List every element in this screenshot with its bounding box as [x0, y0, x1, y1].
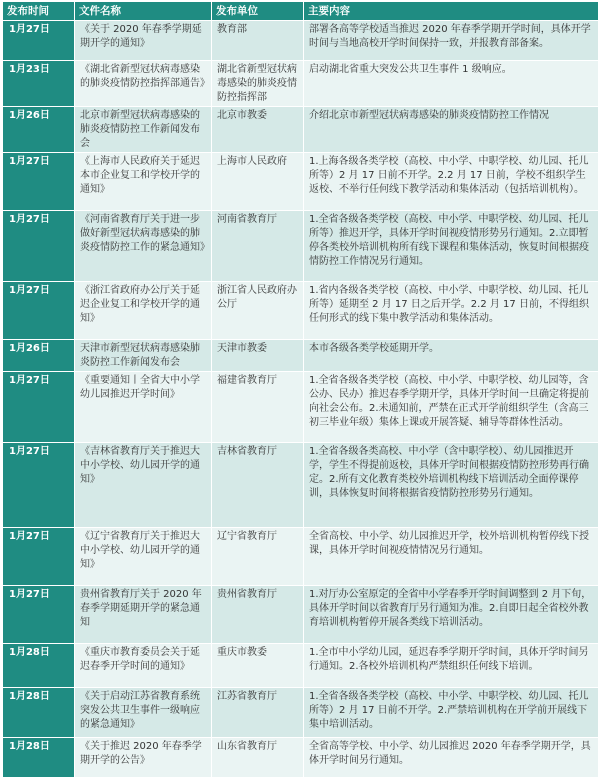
table-row	[3, 61, 599, 107]
policy-table	[2, 1, 599, 778]
row-date: 1月26日	[3, 340, 75, 372]
row-title: 《浙江省政府办公厅关于延迟企业复工和学校开学的通知》	[75, 282, 212, 340]
table-row	[3, 644, 599, 688]
header-issuer: 发布单位	[212, 2, 304, 21]
row-title: 北京市新型冠状病毒感染的肺炎疫情防控工作新闻发布会	[75, 107, 212, 153]
row-content: 1.全省各级各类高校、中小学（含中职学校）、幼儿园推迟开学，学生不得提前返校，具体开学时间根据疫情防控形势再行确定。2.所有文化教育类校外培训机构线下培训活动全面停课停训，具体恢复时间将根据省疫情防控形势另行通知。	[304, 443, 599, 528]
row-content: 1.上海各级各类学校（高校、中小学、中职学校、幼儿园、托儿所等）2 月 17 日前不开学。2.2 月 17 日前，学校不组织学生返校、不举行任何线下教学活动和集体活动（包括培训机构）。	[304, 153, 599, 211]
table-row	[3, 340, 599, 372]
row-date: 1月27日	[3, 443, 75, 528]
table-row	[3, 738, 599, 778]
row-content: 1.对厅办公室原定的全省中小学春季开学时间调整到 2 月下旬，具体开学时间以省教育厅另行通知为准。2.自即日起全省校外教育培训机构暂停开展各类线下培训活动。	[304, 586, 599, 644]
row-date: 1月28日	[3, 738, 75, 778]
row-date: 1月23日	[3, 61, 75, 107]
header-date: 发布时间	[3, 2, 75, 21]
row-title: 《吉林省教育厅关于推迟大中小学校、幼儿园开学的通知》	[75, 443, 212, 528]
row-content: 1.全省各级各类学校（高校、中小学、中职学校、幼儿园、托儿所等）2 月 17 日前不开学。2.严禁培训机构在开学前开展线下集中培训活动。	[304, 688, 599, 738]
row-content: 1.全省各级各类学校（高校、中小学、中职学校、幼儿园、托儿所等）推迟开学，具体开学时间视疫情形势另行通知。2.立即暂停各类校外培训机构所有线下课程和集体活动，恢复时间根据疫情防控工作情况另行通知。	[304, 211, 599, 282]
row-issuer: 教育部	[212, 21, 304, 61]
row-title: 《湖北省新型冠状病毒感染的肺炎疫情防控指挥部通告》	[75, 61, 212, 107]
table-row	[3, 282, 599, 340]
row-issuer: 江苏省教育厅	[212, 688, 304, 738]
row-date: 1月27日	[3, 21, 75, 61]
row-date: 1月27日	[3, 586, 75, 644]
row-date: 1月27日	[3, 153, 75, 211]
table-row	[3, 107, 599, 153]
row-title: 《关于 2020 年春季学期延期开学的通知》	[75, 21, 212, 61]
row-issuer: 湖北省新型冠状病毒感染的肺炎疫情防控指挥部	[212, 61, 304, 107]
row-title: 贵州省教育厅关于 2020 年春季学期延期开学的紧急通知	[75, 586, 212, 644]
row-issuer: 重庆市教委	[212, 644, 304, 688]
table-row	[3, 153, 599, 211]
row-date: 1月27日	[3, 211, 75, 282]
row-date: 1月28日	[3, 644, 75, 688]
table-row	[3, 372, 599, 443]
row-issuer: 上海市人民政府	[212, 153, 304, 211]
row-issuer: 吉林省教育厅	[212, 443, 304, 528]
row-title: 天津市新型冠状病毒感染肺炎防控工作新闻发布会	[75, 340, 212, 372]
table-row	[3, 211, 599, 282]
table-row	[3, 688, 599, 738]
row-title: 《辽宁省教育厅关于推迟大中小学校、幼儿园开学的通知》	[75, 528, 212, 586]
row-content: 全省高校、中小学、幼儿园推迟开学，校外培训机构暂停线下授课，具体开学时间视疫情情况另行通知。	[304, 528, 599, 586]
row-issuer: 贵州省教育厅	[212, 586, 304, 644]
row-title: 《关于启动江苏省教育系统突发公共卫生事件一级响应的紧急通知》	[75, 688, 212, 738]
header-row	[3, 2, 599, 21]
row-issuer: 辽宁省教育厅	[212, 528, 304, 586]
table-row	[3, 21, 599, 61]
row-issuer: 天津市教委	[212, 340, 304, 372]
row-date: 1月27日	[3, 282, 75, 340]
row-issuer: 福建省教育厅	[212, 372, 304, 443]
row-issuer: 山东省教育厅	[212, 738, 304, 778]
row-date: 1月27日	[3, 372, 75, 443]
row-title: 《上海市人民政府关于延迟本市企业复工和学校开学的通知》	[75, 153, 212, 211]
row-title: 《重要通知丨全省大中小学幼儿园推迟开学时间》	[75, 372, 212, 443]
row-content: 本市各级各类学校延期开学。	[304, 340, 599, 372]
table-row	[3, 528, 599, 586]
row-title: 《河南省教育厅关于进一步做好新型冠状病毒感染的肺炎疫情防控工作的紧急通知》	[75, 211, 212, 282]
row-title: 《重庆市教育委员会关于延迟春季开学时间的通知》	[75, 644, 212, 688]
row-content: 介绍北京市新型冠状病毒感染的肺炎疫情防控工作情况	[304, 107, 599, 153]
header-title: 文件名称	[75, 2, 212, 21]
table-row	[3, 443, 599, 528]
row-content: 全省高等学校、中小学、幼儿园推迟 2020 年春季学期开学，具体开学时间另行通知。	[304, 738, 599, 778]
row-issuer: 河南省教育厅	[212, 211, 304, 282]
row-date: 1月27日	[3, 528, 75, 586]
row-title: 《关于推迟 2020 年春季学期开学的公告》	[75, 738, 212, 778]
row-content: 1.全省各级各类学校（高校、中小学、中职学校、幼儿园等，含公办、民办）推迟春季学期开学，具体开学时间一旦确定将提前向社会公布。2.未通知前，严禁在正式开学前组织学生（含高三初三毕业年级）集体上课或开展答疑、辅导等群体性活动。	[304, 372, 599, 443]
table-body	[3, 21, 599, 778]
row-date: 1月26日	[3, 107, 75, 153]
row-date: 1月28日	[3, 688, 75, 738]
header-content: 主要内容	[304, 2, 599, 21]
row-content: 部署各高等学校适当推迟 2020 年春季学期开学时间，具体开学时间与当地高校开学时间保持一致，并报教育部备案。	[304, 21, 599, 61]
row-content: 1.全市中小学幼儿园，延迟春季学期开学时间，具体开学时间另行通知。2.各校外培训机构严禁组织任何线下培训。	[304, 644, 599, 688]
row-content: 启动湖北省重大突发公共卫生事件 1 级响应。	[304, 61, 599, 107]
row-issuer: 北京市教委	[212, 107, 304, 153]
row-content: 1.省内各级各类学校（高校、中小学、中职学校、幼儿园、托儿所等）延期至 2 月 17 日之后开学。2.2 月 17 日前，不得组织任何形式的线下集中教学活动和集体活动。	[304, 282, 599, 340]
row-issuer: 浙江省人民政府办公厅	[212, 282, 304, 340]
table-row	[3, 586, 599, 644]
